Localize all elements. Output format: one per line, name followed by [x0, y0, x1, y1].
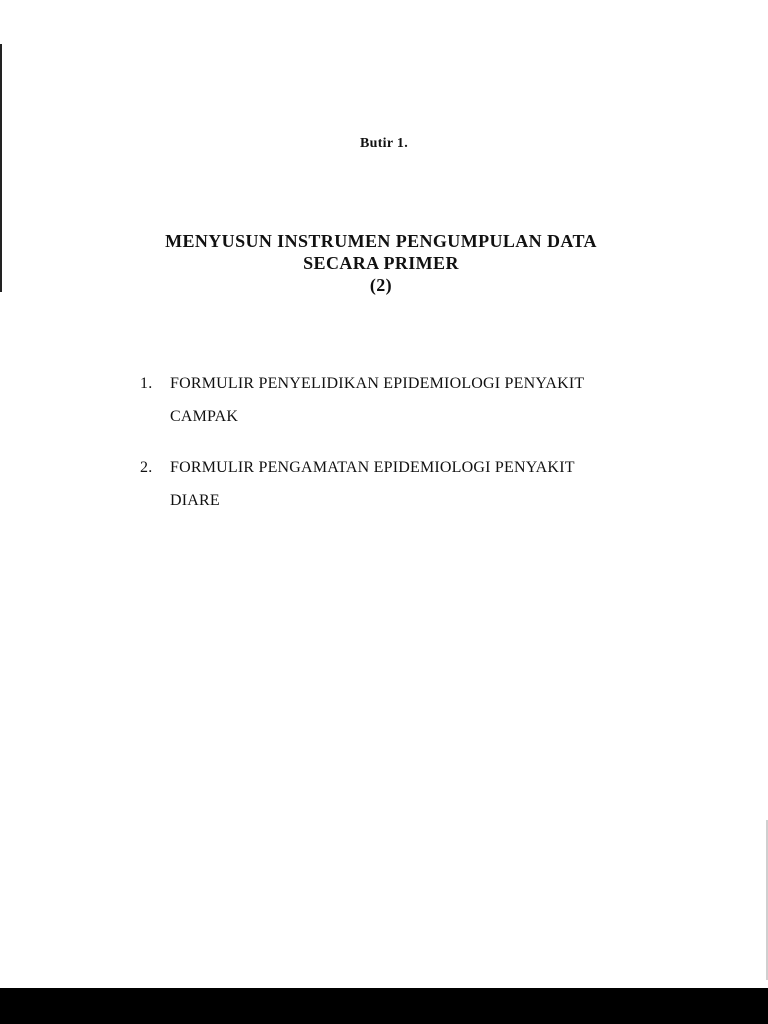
list-item	[140, 451, 700, 517]
list-item-text-line-1: FORMULIR PENGAMATAN EPIDEMIOLOGI PENYAKIT	[170, 459, 575, 476]
list-item	[140, 367, 700, 433]
section-label: Butir 1.	[359, 136, 409, 151]
list-item-text-line-1: FORMULIR PENYELIDIKAN EPIDEMIOLOGI PENYAKIT	[170, 375, 585, 392]
scan-band-bottom	[0, 988, 768, 1024]
title-line-1: MENYUSUN INSTRUMEN PENGUMPULAN DATA	[165, 231, 597, 251]
title-line-2: SECARA PRIMER	[303, 253, 459, 273]
form-list	[140, 367, 700, 535]
list-item-number: 1.	[140, 375, 153, 392]
list-item-number: 2.	[140, 459, 153, 476]
list-item-text-line-2: CAMPAK	[170, 408, 239, 425]
document-title	[0, 230, 762, 296]
list-item-text-line-2: DIARE	[170, 492, 220, 509]
title-line-3: (2)	[369, 275, 393, 295]
